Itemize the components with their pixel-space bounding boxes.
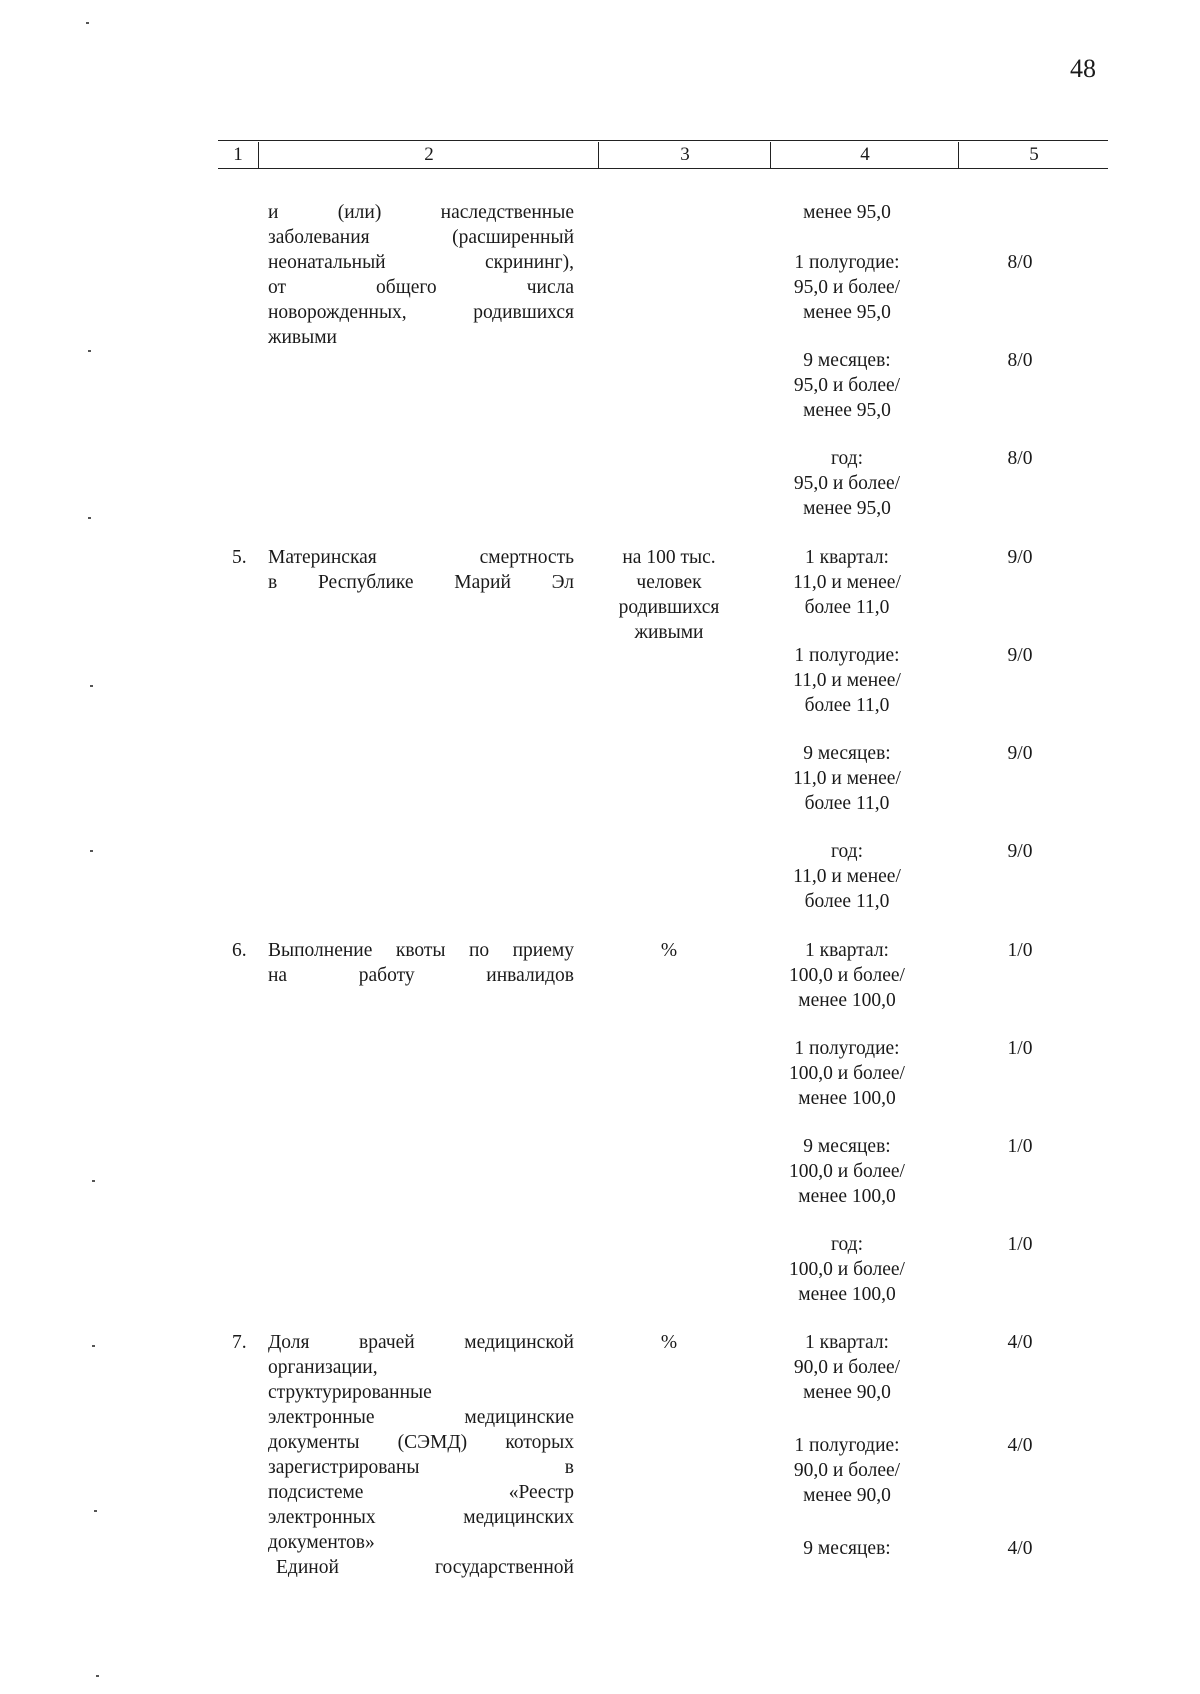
indicator-name (268, 1330, 574, 1580)
period-threshold (752, 741, 942, 816)
indicator-name-line: зарегистрированы в (268, 1457, 574, 1478)
period-threshold-line: менее 95,0 (803, 202, 891, 223)
scan-speck (88, 350, 91, 352)
period-threshold-line: 100,0 и более/ (789, 1063, 905, 1084)
scan-speck (92, 1345, 95, 1347)
score-value: 1/0 (1007, 1038, 1033, 1059)
scan-speck (88, 517, 91, 519)
indicator-name-line: документы (СЭМД) которых (268, 1432, 574, 1453)
indicator-name-line: заболевания (расширенный (268, 227, 574, 248)
period-threshold-line: 9 месяцев: (803, 1136, 891, 1157)
period-threshold-line: год: (830, 448, 864, 469)
indicator-name-line: Доля врачей медицинской (268, 1332, 574, 1353)
period-threshold (752, 1536, 942, 1561)
indicator-name-line: от общего числа (268, 277, 574, 298)
indicator-name-line: электронные медицинские (268, 1407, 574, 1428)
period-threshold (752, 1433, 942, 1508)
period-threshold (752, 1232, 942, 1307)
indicator-name-line: структурированные (268, 1382, 432, 1403)
period-threshold-line: 11,0 и менее/ (793, 670, 901, 691)
period-threshold-line: более 11,0 (804, 891, 890, 912)
header-col-1: 1 (233, 144, 243, 165)
scan-speck (94, 1510, 97, 1512)
period-threshold (752, 200, 942, 225)
unit-line: живыми (634, 622, 704, 643)
score-value: 8/0 (1007, 448, 1033, 469)
period-threshold-line: 11,0 и менее/ (793, 866, 901, 887)
period-threshold-line: более 11,0 (804, 695, 890, 716)
indicator-name-line: на работу инвалидов (268, 965, 574, 986)
period-threshold-line: менее 95,0 (803, 302, 891, 323)
header-col-2: 2 (258, 142, 599, 168)
score-value: 8/0 (1007, 252, 1033, 273)
period-threshold-line: 11,0 и менее/ (793, 572, 901, 593)
indicator-name-line: электронных медицинских (268, 1507, 574, 1528)
score-value: 9/0 (1007, 743, 1033, 764)
indicator-name (268, 545, 574, 595)
period-threshold-line: 90,0 и более/ (793, 1460, 901, 1481)
unit-of-measure (594, 938, 744, 963)
indicator-name-line: Выполнение квоты по приему (268, 940, 574, 961)
period-threshold-line: менее 100,0 (798, 990, 896, 1011)
period-threshold-line: год: (830, 1234, 864, 1255)
indicator-name-line: Единой государственной (276, 1557, 574, 1578)
table-header (218, 140, 1108, 170)
header-col-4: 4 (770, 142, 959, 168)
period-threshold-line: 1 квартал: (805, 940, 889, 961)
period-threshold-line: 1 квартал: (805, 1332, 889, 1353)
indicator-name-line: в Республике Марий Эл (268, 572, 574, 593)
unit-of-measure (594, 545, 744, 645)
score-value: 4/0 (1007, 1538, 1033, 1559)
period-threshold (752, 938, 942, 1013)
indicator-name-line: Материнская смертность (268, 547, 574, 568)
period-threshold (752, 446, 942, 521)
row-number: 6. (232, 940, 247, 961)
score-value: 9/0 (1007, 547, 1033, 568)
scan-speck (96, 1675, 99, 1677)
period-threshold-line: менее 100,0 (798, 1284, 896, 1305)
score-value: 4/0 (1007, 1435, 1033, 1456)
score-value: 1/0 (1007, 1136, 1033, 1157)
period-threshold-line: 9 месяцев: (803, 350, 891, 371)
score-value: 1/0 (1007, 940, 1033, 961)
header-bottom-rule (218, 168, 1108, 169)
header-col-3: 3 (598, 142, 771, 168)
indicator-name-line: и (или) наследственные (268, 202, 574, 223)
period-threshold-line: менее 90,0 (803, 1382, 891, 1403)
indicator-name (268, 938, 574, 988)
indicator-name-line: документов» (268, 1532, 375, 1553)
period-threshold-line: 9 месяцев: (803, 1538, 891, 1559)
header-top-rule (218, 140, 1108, 141)
period-threshold-line: более 11,0 (804, 597, 890, 618)
period-threshold-line: 1 квартал: (805, 547, 889, 568)
scan-speck (92, 1180, 95, 1182)
unit-line: на 100 тыс. (622, 547, 716, 568)
period-threshold (752, 545, 942, 620)
period-threshold (752, 250, 942, 325)
unit-line: человек (636, 572, 702, 593)
period-threshold (752, 348, 942, 423)
score-value: 4/0 (1007, 1332, 1033, 1353)
score-value: 8/0 (1007, 350, 1033, 371)
period-threshold-line: 1 полугодие: (794, 1038, 900, 1059)
unit-line: % (660, 1332, 678, 1353)
page-number: 48 (1070, 54, 1096, 83)
score-value: 9/0 (1007, 841, 1033, 862)
period-threshold-line: 11,0 и менее/ (793, 768, 901, 789)
header-col-5: 5 (958, 142, 1109, 168)
row-number: 7. (232, 1332, 247, 1353)
indicator-name-line: новорожденных, родившихся (268, 302, 574, 323)
period-threshold (752, 1330, 942, 1405)
period-threshold-line: более 11,0 (804, 793, 890, 814)
period-threshold-line: 100,0 и более/ (789, 1259, 905, 1280)
scan-speck (90, 685, 93, 687)
period-threshold-line: менее 100,0 (798, 1088, 896, 1109)
period-threshold (752, 1036, 942, 1111)
scan-speck (90, 850, 93, 852)
period-threshold-line: 90,0 и более/ (793, 1357, 901, 1378)
score-value: 1/0 (1007, 1234, 1033, 1255)
period-threshold-line: 100,0 и более/ (789, 1161, 905, 1182)
indicator-name (268, 200, 574, 350)
unit-line: % (660, 940, 678, 961)
period-threshold-line: 95,0 и более/ (793, 473, 901, 494)
period-threshold-line: 95,0 и более/ (793, 375, 901, 396)
period-threshold-line: 100,0 и более/ (789, 965, 905, 986)
period-threshold-line: 1 полугодие: (794, 645, 900, 666)
period-threshold-line: 9 месяцев: (803, 743, 891, 764)
period-threshold-line: 95,0 и более/ (793, 277, 901, 298)
indicator-name-line: неонатальный скрининг), (268, 252, 574, 273)
period-threshold-line: менее 95,0 (803, 498, 891, 519)
score-value: 9/0 (1007, 645, 1033, 666)
period-threshold (752, 839, 942, 914)
unit-line: родившихся (618, 597, 720, 618)
period-threshold-line: менее 95,0 (803, 400, 891, 421)
period-threshold-line: менее 100,0 (798, 1186, 896, 1207)
unit-of-measure (594, 1330, 744, 1355)
period-threshold-line: менее 90,0 (803, 1485, 891, 1506)
indicator-name-line: подсистеме «Реестр (268, 1482, 574, 1503)
indicator-name-line: организации, (268, 1357, 378, 1378)
indicator-name-line: живыми (268, 327, 337, 348)
period-threshold-line: 1 полугодие: (794, 1435, 900, 1456)
period-threshold (752, 1134, 942, 1209)
scan-speck (86, 22, 89, 24)
period-threshold (752, 643, 942, 718)
row-number: 5. (232, 547, 247, 568)
period-threshold-line: год: (830, 841, 864, 862)
period-threshold-line: 1 полугодие: (794, 252, 900, 273)
